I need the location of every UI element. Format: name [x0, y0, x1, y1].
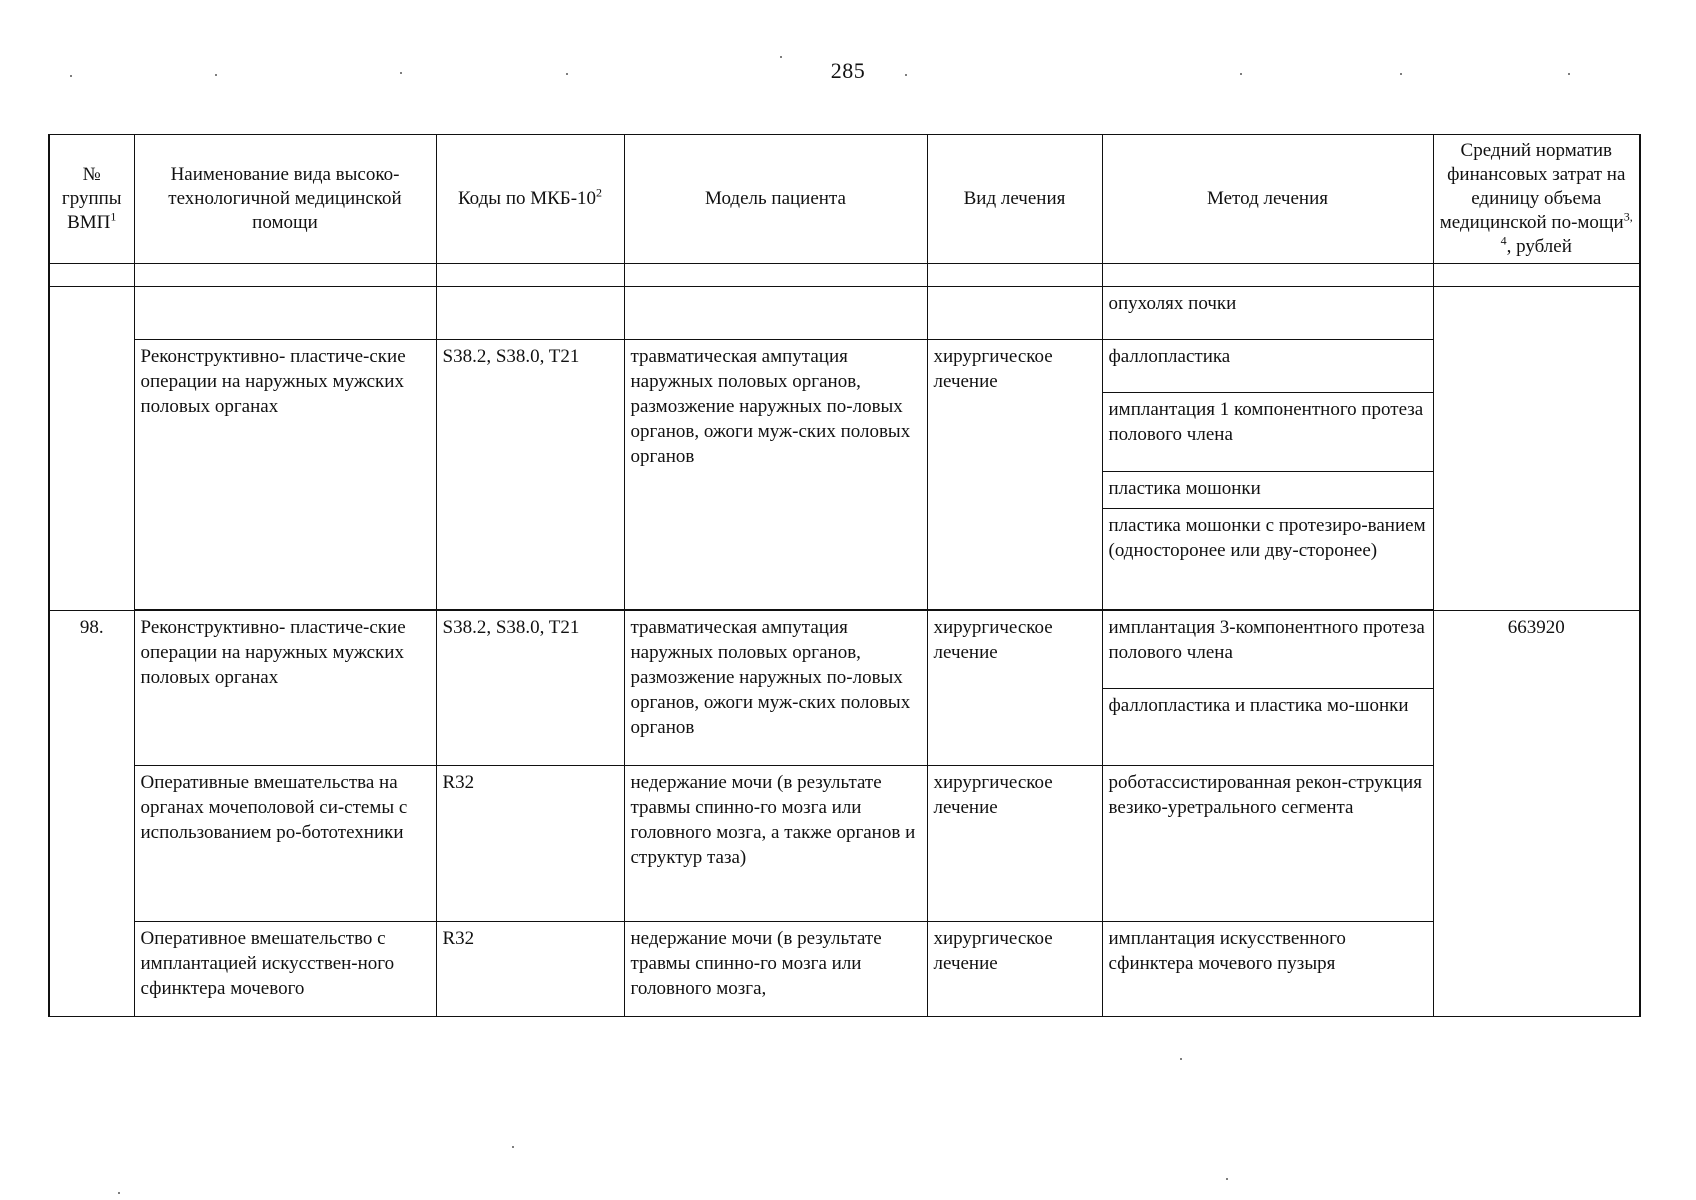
vmp-table — [48, 134, 1641, 1017]
table-row — [49, 287, 1640, 340]
scan-speck — [1568, 73, 1570, 75]
table-row — [49, 766, 1640, 922]
method-cell: фаллопластика — [1102, 340, 1433, 393]
scan-speck — [70, 75, 72, 77]
treatment-type-cell: хирургическое лечение — [927, 611, 1102, 766]
method-cell: фаллопластика и пластика мо-шонки — [1102, 689, 1433, 766]
group-number-cell: 98. — [49, 611, 134, 1017]
method-cell: имплантация искусственного сфинктера мочевого пузыря — [1102, 922, 1433, 1017]
icd-codes-cell: R32 — [436, 766, 624, 922]
patient-model-cell: недержание мочи (в результате травмы спинно-го мозга или головного мозга, — [624, 922, 927, 1017]
header-cost: Средний норматив финансовых затрат на единицу объема медицинской по-мощи$^{3, 4}$, рублей — [1433, 135, 1640, 264]
patient-model-cell: травматическая ампутация наружных половых органов, размозжение наружных по-ловых органов, ожоги муж-ских половых органов — [624, 611, 927, 766]
icd-codes-cell: S38.2, S38.0, T21 — [436, 611, 624, 766]
scan-speck — [566, 73, 568, 75]
table-row — [49, 611, 1640, 689]
scan-speck — [400, 72, 402, 74]
header-name: Наименование вида высоко-технологичной медицинской помощи — [134, 135, 436, 264]
scan-speck — [1180, 1058, 1182, 1060]
header-codes: Коды по МКБ-$10^2$ — [436, 135, 624, 264]
header-treatment-type: Вид лечения — [927, 135, 1102, 264]
patient-model-cell: травматическая ампутация наружных половых органов, размозжение наружных по-ловых органов, ожоги муж-ских половых органов — [624, 340, 927, 610]
header-method: Метод лечения — [1102, 135, 1433, 264]
header-group-no: № группы ВМП$^1$ — [49, 135, 134, 264]
method-cell: пластика мошонки с протезиро-ванием (односторонее или дву-сторонее) — [1102, 509, 1433, 610]
scan-speck — [1226, 1178, 1228, 1180]
icd-codes-cell: S38.2, S38.0, T21 — [436, 340, 624, 610]
vmp-name-cell: Реконструктивно- пластиче-ские операции на наружных мужских половых органах — [134, 340, 436, 610]
method-cell: имплантация 3-компонентного протеза полового члена — [1102, 611, 1433, 689]
header-model: Модель пациента — [624, 135, 927, 264]
patient-model-cell: недержание мочи (в результате травмы спинно-го мозга или головного мозга, а также органов и структур таза) — [624, 766, 927, 922]
table-header-row — [49, 135, 1640, 264]
method-cell: пластика мошонки — [1102, 472, 1433, 509]
cost-cell-empty — [1433, 287, 1640, 611]
scan-speck — [215, 74, 217, 76]
vmp-name-cell: Реконструктивно- пластиче-ские операции на наружных мужских половых органах — [134, 611, 436, 766]
page-number: 285 — [830, 58, 866, 83]
vmp-name-cell: Оперативные вмешательства на органах мочеполовой си-стемы с использованием ро-бототехники — [134, 766, 436, 922]
treatment-type-cell: хирургическое лечение — [927, 922, 1102, 1017]
table-row — [49, 922, 1640, 1017]
icd-codes-cell: R32 — [436, 922, 624, 1017]
group-number-cell-empty — [49, 287, 134, 611]
scan-speck — [780, 56, 782, 58]
scan-speck — [512, 1146, 514, 1148]
scan-speck — [118, 1192, 120, 1194]
treatment-type-cell: хирургическое лечение — [927, 766, 1102, 922]
scan-speck — [1240, 73, 1242, 75]
scan-speck — [1400, 73, 1402, 75]
table-row — [49, 340, 1640, 393]
separator-row — [49, 264, 1640, 287]
scan-speck — [905, 74, 907, 76]
method-cell: имплантация 1 компонентного протеза полового члена — [1102, 393, 1433, 472]
cost-value-cell: 663920 — [1433, 611, 1640, 1017]
method-cell: опухолях почки — [1102, 287, 1433, 340]
vmp-name-cell: Оперативное вмешательство с имплантацией искусствен-ного сфинктера мочевого — [134, 922, 436, 1017]
treatment-type-cell: хирургическое лечение — [927, 340, 1102, 610]
method-cell: роботассистированная рекон-струкция везико-уретрального сегмента — [1102, 766, 1433, 922]
